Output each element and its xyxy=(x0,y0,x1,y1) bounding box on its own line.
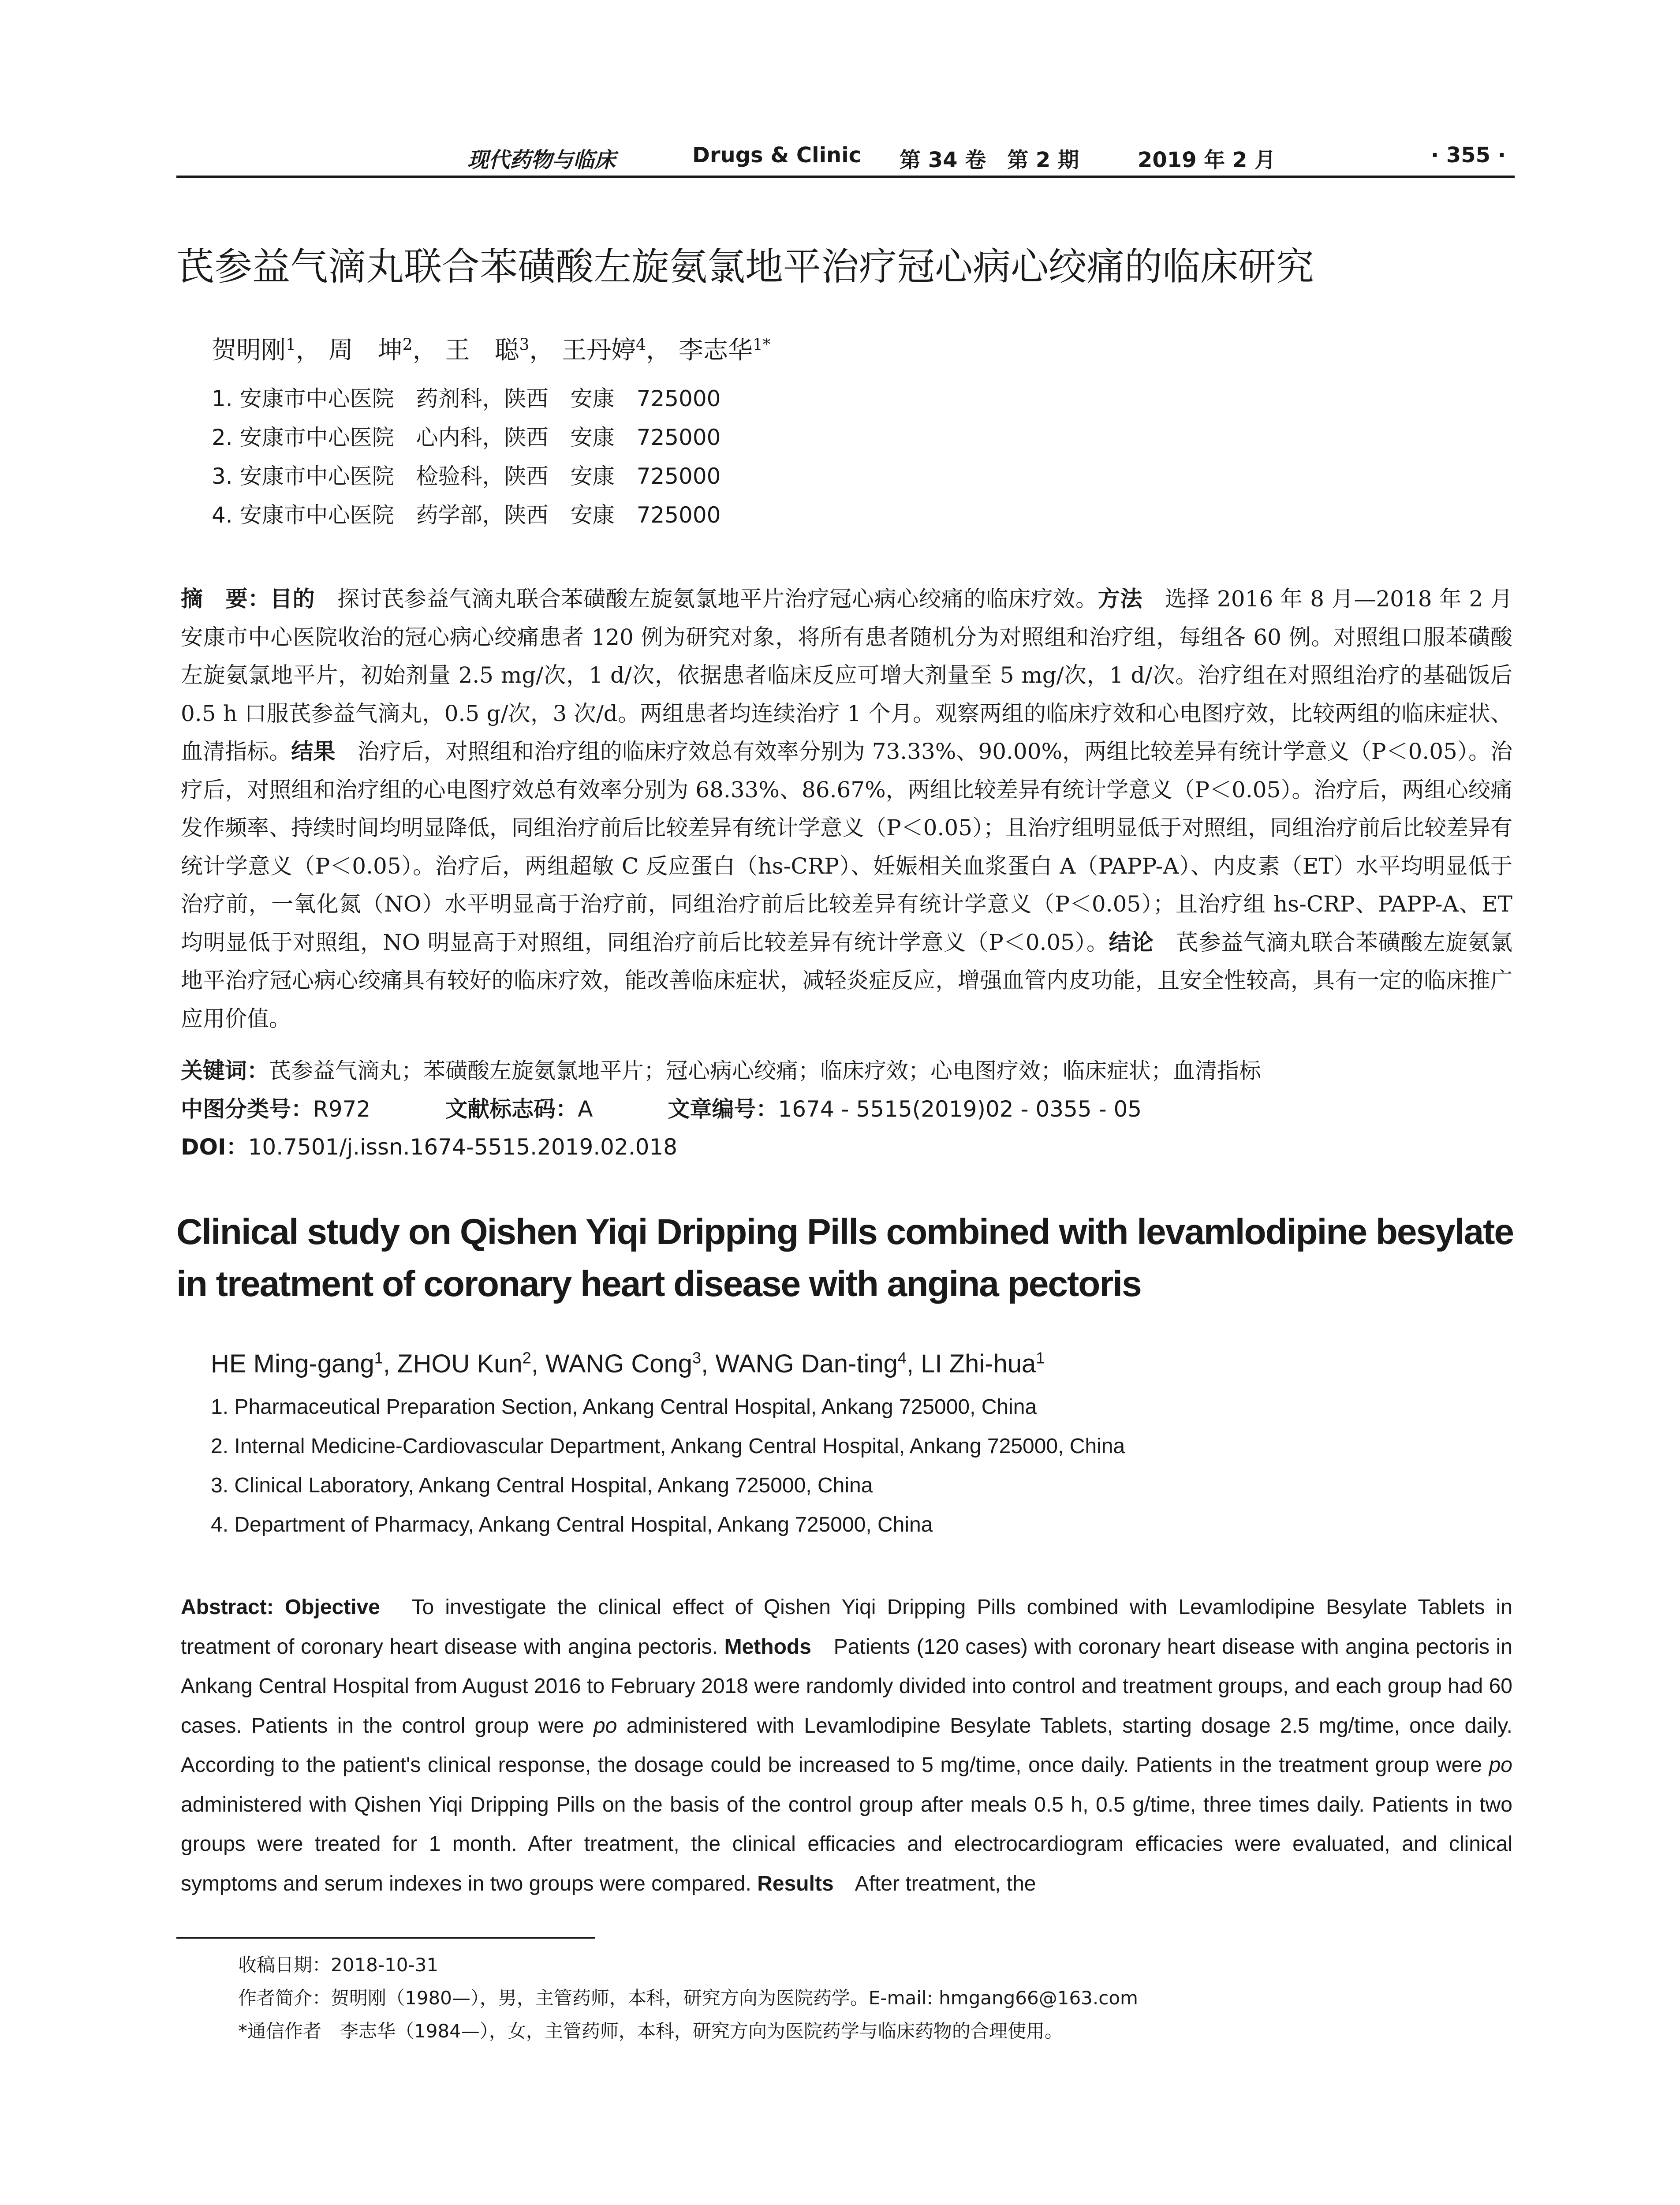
keywords-text: 芪参益气滴丸；苯磺酸左旋氨氯地平片；冠心病心绞痛；临床疗效；心电图疗效；临床症状；血清指标 xyxy=(269,1058,1261,1084)
author-list-en: HE Ming-gang$^1$, ZHOU Kun$^2$, WANG Cong$^3$, WANG Dan-ting$^4$, LI Zhi-hua$^1$ xyxy=(211,1349,1045,1378)
methods-label: Methods xyxy=(724,1635,811,1659)
journal-name-en: Drugs & Clinic xyxy=(692,143,862,168)
article-metadata-cn xyxy=(181,1052,1512,1166)
results-text: After treatment, the xyxy=(833,1872,1036,1895)
corresponding-author xyxy=(238,2014,1138,2048)
abstract-label: 摘 要： xyxy=(181,586,270,612)
methods-text: Patients (120 cases) with coronary heart disease with angina pectoris in Ankang Central Hospital from August 2016 to February 2018 were randomly divided into control and treatment groups, and each group had 60 cases. Patients in the control group were xyxy=(181,1635,1512,1738)
affiliation-line: 4. 安康市中心医院 药学部，陕西 安康 725000 xyxy=(212,502,721,528)
methods-text: administered with Levamlodipine Besylate Tablets, starting dosage 2.5 mg/time, once daily. According to the patient's clinical response, the dosage could be increased to 5 mg/time, once daily. Patients in the treatment group were xyxy=(181,1714,1512,1777)
affiliation-line: 1. 安康市中心医院 药剂科，陕西 安康 725000 xyxy=(212,386,721,411)
article-title-en: Clinical study on Qishen Yiqi Dripping Pills combined with levamlodipine besylate in treatment of coronary heart disease with angina pectoris xyxy=(176,1212,1514,1304)
author-affil-mark: 1* xyxy=(752,336,771,354)
methods-text: 选择 2016 年 8 月—2018 年 2 月安康市中心医院收治的冠心病心绞痛患者 120 例为研究对象，将所有患者随机分为对照组和治疗组，每组各 60 例。对照组口服苯磺酸左旋氨氯地平片，初始剂量 2.5 mg/次，1 d/次，依据患者临床反应可增大剂量至 5 mg/次，1 d/次。治疗组在对照组治疗的基础饭后 0.5 h 口服芪参益气滴丸，0.5 g/次，3 次/d。两组患者均连续治疗 1 个月。观察两组的临床疗效和心电图疗效，比较两组的临床症状、血清指标。 xyxy=(181,586,1513,764)
affiliation-list-cn xyxy=(212,379,721,534)
article-no-value: 1674 - 5515(2019)02 - 0355 - 05 xyxy=(778,1096,1142,1122)
volume-issue: 第 34 卷 第 2 期 xyxy=(900,148,1079,172)
results-label: Results xyxy=(757,1872,834,1895)
methods-label: 方法 xyxy=(1098,586,1143,612)
author-affil-mark: 2 xyxy=(402,336,413,354)
abstract-cn xyxy=(181,580,1512,1038)
running-header xyxy=(176,140,1515,178)
author-affil-mark: 1 xyxy=(1036,1349,1045,1367)
affiliation-line: 3. 安康市中心医院 检验科，陕西 安康 725000 xyxy=(212,463,721,489)
footnotes xyxy=(238,1948,1138,2048)
keywords-label: 关键词： xyxy=(181,1058,269,1084)
doi-label: DOI： xyxy=(181,1134,248,1160)
clc-value: R972 xyxy=(313,1096,371,1122)
author-info: 作者简介：贺明刚（1980—），男，主管药师，本科，研究方向为医院药学。E-mail: hmgang66@163.com xyxy=(238,1987,1138,2009)
results-label: 结果 xyxy=(291,739,336,764)
affiliation-line: 4. Department of Pharmacy, Ankang Central Hospital, Ankang 725000, China xyxy=(211,1513,933,1536)
objective-text: To investigate the clinical effect of Qishen Yiqi Dripping Pills combined with Levamlodipine Besylate Tablets in treatment of coronary heart disease with angina pectoris. xyxy=(181,1596,1512,1659)
objective-label: Objective xyxy=(284,1596,380,1619)
author-affil-mark: 3 xyxy=(519,336,530,354)
author-name: HE Ming-gang xyxy=(211,1349,374,1378)
conclusion-text: 芪参益气滴丸联合苯磺酸左旋氨氯地平治疗冠心病心绞痛具有较好的临床疗效，能改善临床症状，减轻炎症反应，增强血管内皮功能，且安全性较高，具有一定的临床推广应用价值。 xyxy=(181,929,1513,1031)
issue-date: 2019 年 2 月 xyxy=(1138,148,1276,172)
author-name: WANG Dan-ting xyxy=(715,1349,898,1378)
article-title-cn: 芪参益气滴丸联合苯磺酸左旋氨氯地平治疗冠心病心绞痛的临床研究 xyxy=(176,245,1314,289)
classification-line xyxy=(181,1090,1512,1129)
author-name: WANG Cong xyxy=(545,1349,692,1378)
author-name: ZHOU Kun xyxy=(397,1349,523,1378)
page-number: · 355 · xyxy=(1430,143,1506,168)
results-text: 治疗后，对照组和治疗组的临床疗效总有效率分别为 73.33%、90.00%，两组比较差异有统计学意义（P＜0.05）。治疗后，对照组和治疗组的心电图疗效总有效率分别为 68.33%、86.67%，两组比较差异有统计学意义（P＜0.05）。治疗后，两组心绞痛发作频率、持续时间均明显降低，同组治疗前后比较差异有统计学意义（P＜0.05）；且治疗组明显低于对照组，同组治疗前后比较差异有统计学意义（P＜0.05）。治疗后，两组超敏 C 反应蛋白（hs-CRP）、妊娠相关血浆蛋白 A（PAPP-A）、内皮素（ET）水平均明显低于治疗前，一氧化氮（NO）水平明显高于治疗前，同组治疗前后比较差异有统计学意义（P＜0.05）；且治疗组 hs-CRP、PAPP-A、ET 均明显低于对照组，NO 明显高于对照组，同组治疗前后比较差异有统计学意义（P＜0.05）。 xyxy=(181,739,1512,955)
objective-text: 探讨芪参益气滴丸联合苯磺酸左旋氨氯地平片治疗冠心病心绞痛的临床疗效。 xyxy=(315,586,1098,612)
conclusion-label: 结论 xyxy=(1109,929,1154,955)
keywords-line xyxy=(181,1052,1512,1090)
doi-value[interactable]: 10.7501/j.issn.1674-5515.2019.02.018 xyxy=(248,1134,678,1160)
doc-code-value: A xyxy=(578,1096,593,1122)
author-name: 贺明刚 xyxy=(212,336,286,365)
doi-line xyxy=(181,1128,1512,1166)
author-name: 周 坤 xyxy=(328,336,403,365)
author-affil-mark: 2 xyxy=(522,1349,531,1367)
author-affil-mark: 4 xyxy=(636,336,646,354)
corresponding-text: 李志华（1984—），女，主管药师，本科，研究方向为医院药学与临床药物的合理使用。 xyxy=(321,2020,1063,2042)
article-no-label: 文章编号： xyxy=(668,1096,778,1122)
doc-code-label: 文献标志码： xyxy=(445,1096,578,1122)
journal-name-cn: 现代药物与临床 xyxy=(467,148,616,172)
received-date: 收稿日期：2018-10-31 xyxy=(238,1954,439,1976)
author-affil-mark: 3 xyxy=(692,1349,701,1367)
affiliation-line: 1. Pharmaceutical Preparation Section, Ankang Central Hospital, Ankang 725000, China xyxy=(211,1395,1037,1419)
author-affil-mark: 1 xyxy=(374,1349,383,1367)
author-name: LI Zhi-hua xyxy=(921,1349,1036,1378)
author-name: 王丹婷 xyxy=(562,336,636,365)
methods-text: administered with Qishen Yiqi Dripping Pills on the basis of the control group after meals 0.5 h, 0.5 g/time, three times daily. Patients in two groups were treated for 1 month. After treatment, the clinical efficacies and electrocardiogram efficacies were evaluated, and clinical symptoms and serum indexes in two groups were compared. xyxy=(181,1793,1512,1895)
route-po: po xyxy=(1489,1753,1512,1777)
abstract-en xyxy=(181,1588,1512,1903)
corresponding-label: *通信作者 xyxy=(238,2020,322,2042)
author-name: 李志华 xyxy=(678,336,753,365)
affiliation-list-en xyxy=(211,1387,1125,1544)
clc-label: 中图分类号： xyxy=(181,1096,313,1122)
abstract-label: Abstract: xyxy=(181,1596,285,1619)
author-affil-mark: 4 xyxy=(897,1349,907,1367)
affiliation-line: 3. Clinical Laboratory, Ankang Central Hospital, Ankang 725000, China xyxy=(211,1474,873,1497)
author-name: 王 聪 xyxy=(445,336,519,365)
affiliation-line: 2. Internal Medicine-Cardiovascular Department, Ankang Central Hospital, Ankang 725000, China xyxy=(211,1435,1125,1458)
objective-label: 目的 xyxy=(270,586,315,612)
footnote-divider xyxy=(176,1937,595,1939)
route-po: po xyxy=(594,1714,617,1738)
author-list-cn: 贺明刚$^1$， 周 坤$^2$， 王 聪$^3$， 王丹婷$^4$， 李志华$^{1*}$ xyxy=(212,336,771,365)
author-affil-mark: 1 xyxy=(286,336,296,354)
affiliation-line: 2. 安康市中心医院 心内科，陕西 安康 725000 xyxy=(212,425,721,450)
